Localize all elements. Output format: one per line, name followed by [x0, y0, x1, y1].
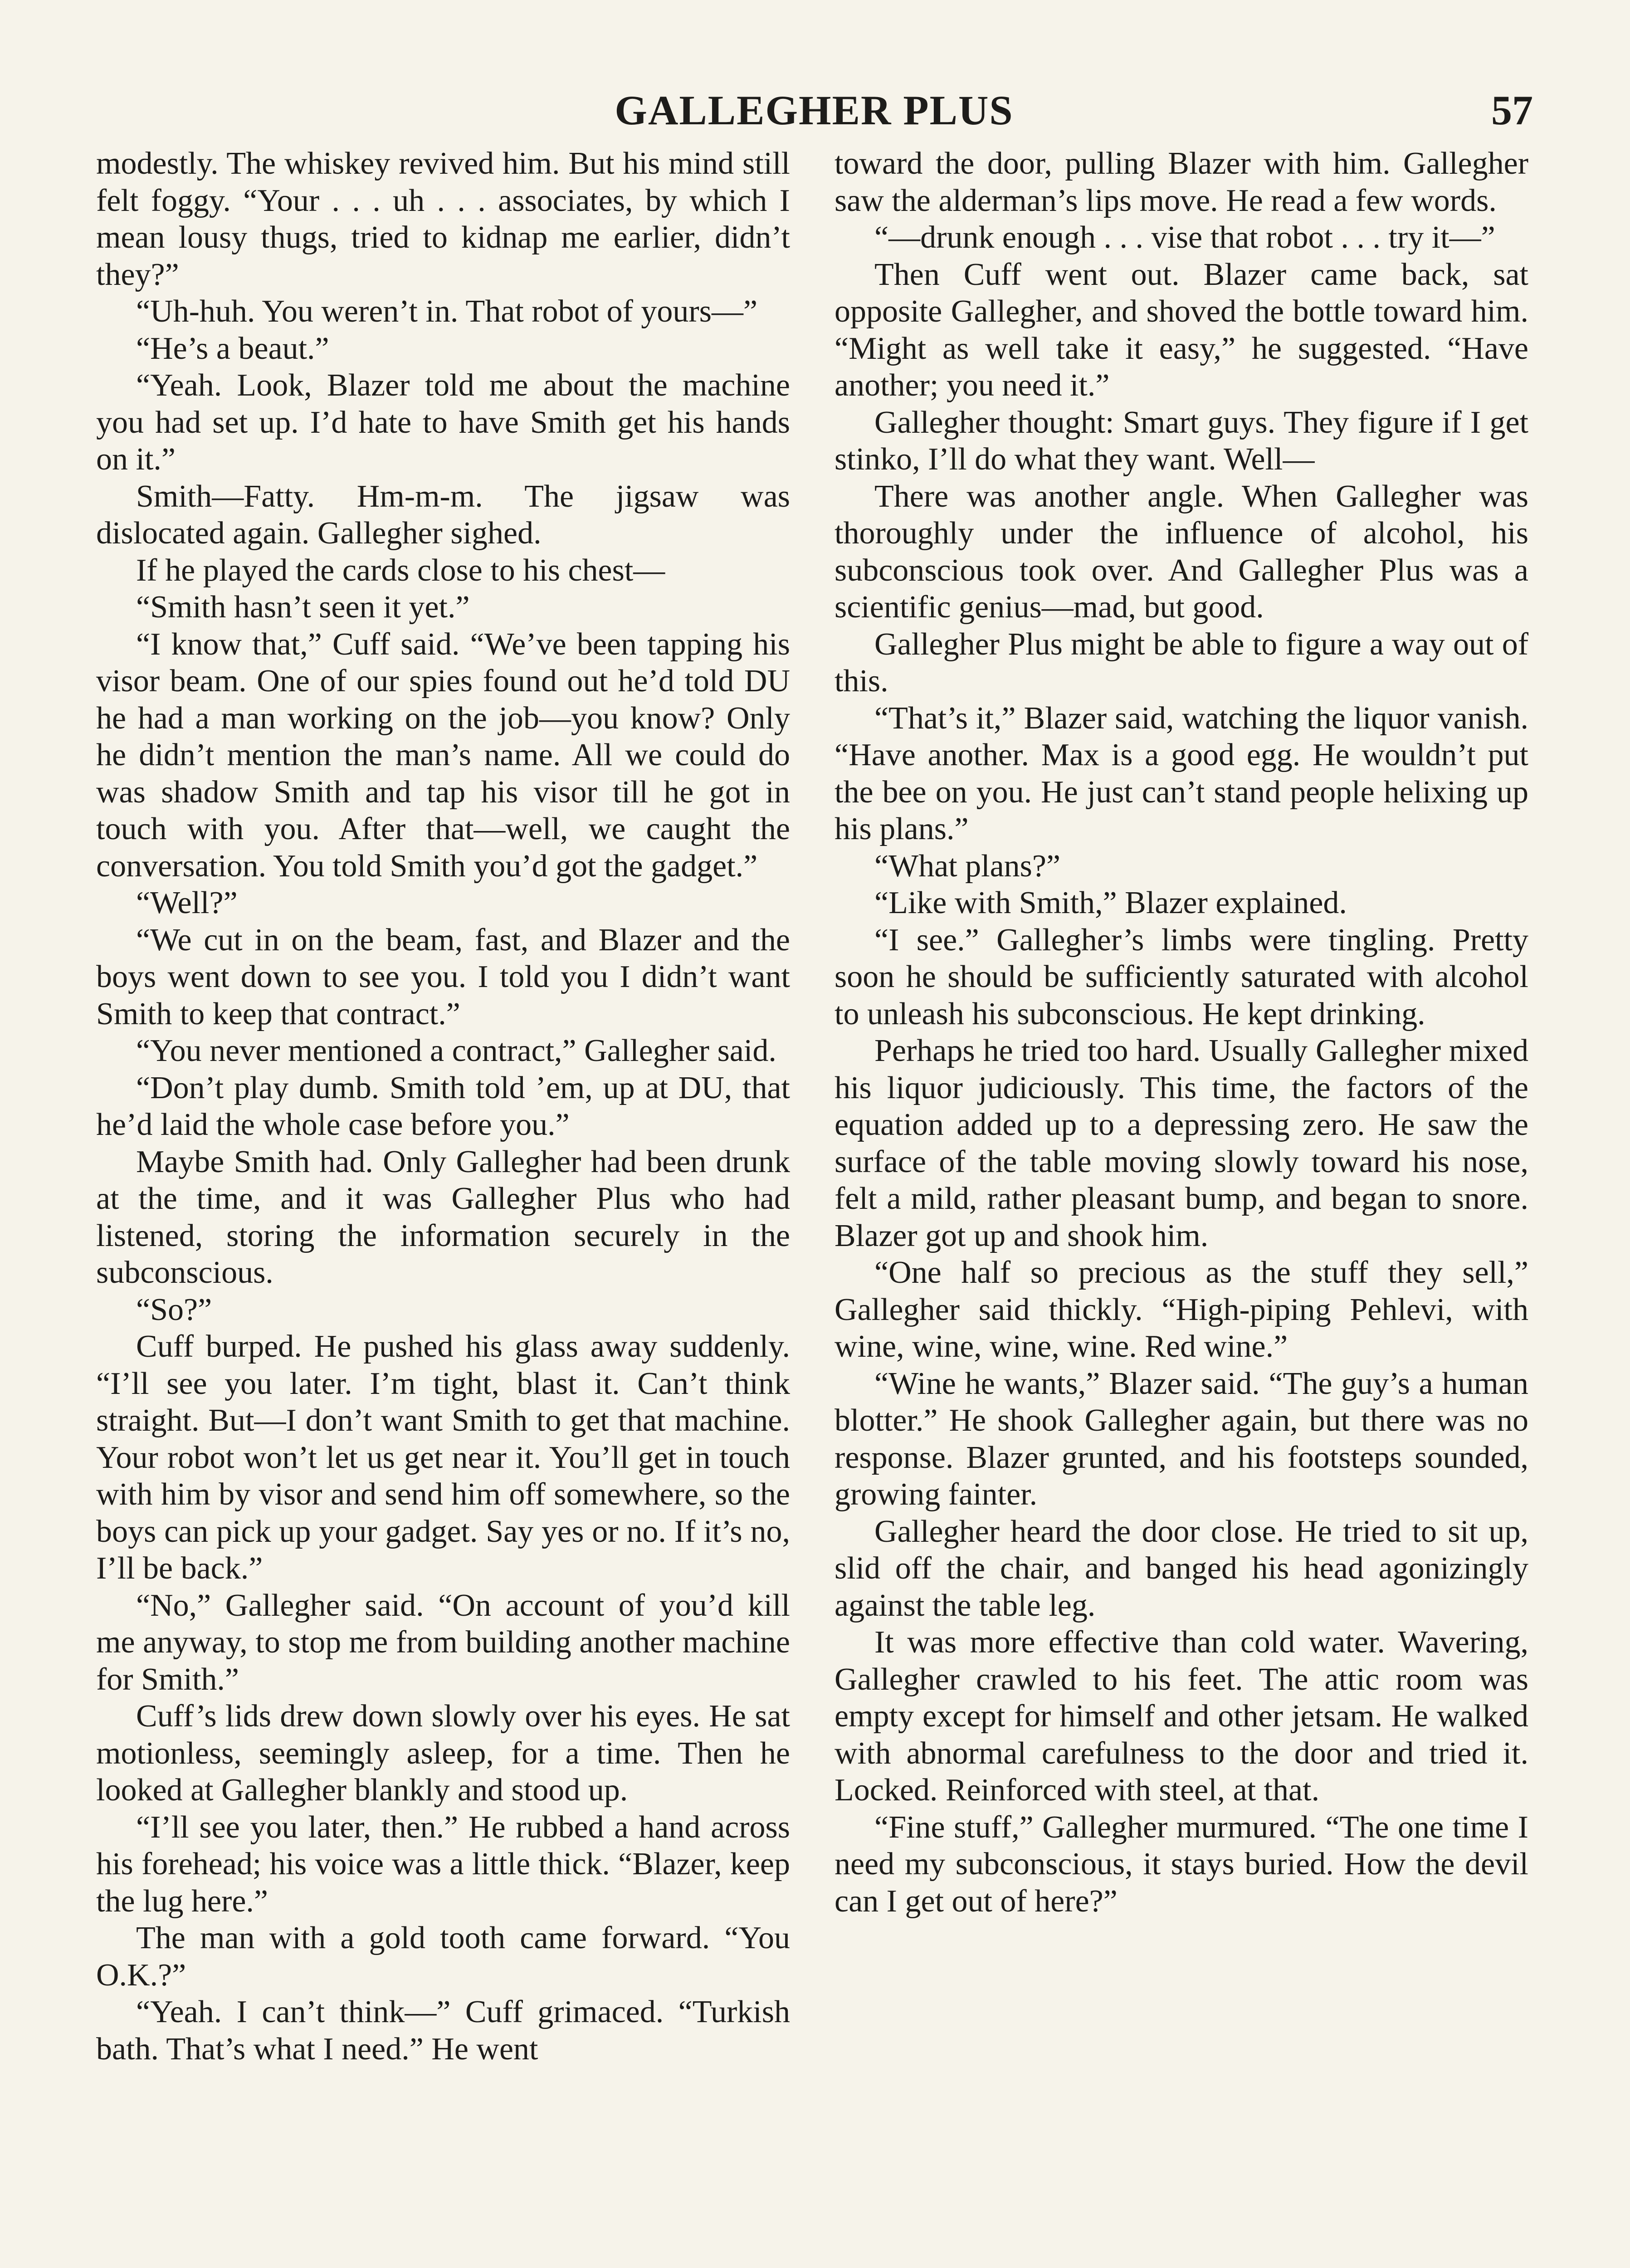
- paragraph: “Smith hasn’t seen it yet.”: [136, 590, 470, 625]
- paragraph: Then Cuff went out. Blazer came back, sat opposite Gallegher, and shoved the bottle toward him. “Might as well take it easy,” he suggested. “Have another; you need it.”: [835, 257, 1528, 403]
- paragraph: “Fine stuff,” Gallegher murmured. “The one time I need my subconscious, it stays buried. How the devil can I get out of here?”: [835, 1809, 1528, 1919]
- paragraph: Cuff burped. He pushed his glass away suddenly. “I’ll see you later. I’m tight, blast it. Can’t think straight. But—I don’t want Smith to get that machine. Your robot won’t let us get near it. You’ll get in touch with him by visor and send him off somewhere, so the boys can pick up your gadget. Say yes or no. If it’s no, I’ll be back.”: [96, 1329, 790, 1586]
- paragraph: Maybe Smith had. Only Gallegher had been drunk at the time, and it was Gallegher Plus who had listened, storing the information securely in the subconscious.: [96, 1144, 790, 1290]
- running-title: GALLEGHER PLUS: [615, 87, 1014, 133]
- paragraph: Gallegher Plus might be able to figure a way out of this.: [835, 626, 1528, 699]
- paragraph: There was another angle. When Gallegher was thoroughly under the influence of alcohol, his subconscious took over. And Gallegher Plus was a scientific genius—mad, but good.: [835, 479, 1528, 625]
- paragraph: “I know that,” Cuff said. “We’ve been tapping his visor beam. One of our spies found out he’d told DU he had a man working on the job—you know? Only he didn’t mention the man’s name. All we could do was shadow Smith and tap his visor till he got in touch with you. After that—well, we caught the conversation. You told Smith you’d got the gadget.”: [96, 626, 790, 884]
- paragraph: Perhaps he tried too hard. Usually Gallegher mixed his liquor judiciously. This time, the factors of the equation added up to a depressing zero. He saw the surface of the table moving slowly toward his nose, felt a mild, rather pleasant bump, and began to snore. Blazer got up and shook him.: [835, 1033, 1528, 1253]
- paragraph: “I see.” Gallegher’s limbs were tingling. Pretty soon he should be sufficiently saturated with alcohol to unleash his subconscious. He kept drinking.: [835, 922, 1528, 1031]
- paragraph: “He’s a beaut.”: [136, 331, 329, 366]
- right-column: [835, 145, 1528, 1920]
- paragraph: “So?”: [136, 1292, 212, 1327]
- paragraph: “You never mentioned a contract,” Gallegher said.: [136, 1033, 776, 1068]
- paragraph: “That’s it,” Blazer said, watching the liquor vanish. “Have another. Max is a good egg. He wouldn’t put the bee on you. He just can’t stand people helixing up his plans.”: [835, 700, 1528, 846]
- paragraph: “—drunk enough . . . vise that robot . . . try it—”: [874, 220, 1495, 255]
- paragraph: Gallegher heard the door close. He tried to sit up, slid off the chair, and banged his head agonizingly against the table leg.: [835, 1514, 1528, 1623]
- paragraph: “Yeah. Look, Blazer told me about the machine you had set up. I’d hate to have Smith get his hands on it.”: [96, 368, 790, 477]
- paragraph: toward the door, pulling Blazer with him. Gallegher saw the alderman’s lips move. He read a few words.: [835, 146, 1528, 218]
- paragraph: Cuff’s lids drew down slowly over his eyes. He sat motionless, seemingly asleep, for a time. Then he looked at Gallegher blankly and stood up.: [96, 1699, 790, 1808]
- paragraph: “Wine he wants,” Blazer said. “The guy’s a human blotter.” He shook Gallegher again, but there was no response. Blazer grunted, and his footsteps sounded, growing fainter.: [835, 1366, 1528, 1512]
- paragraph: “Like with Smith,” Blazer explained.: [874, 885, 1347, 920]
- left-column: [96, 145, 790, 2068]
- paragraph: “No,” Gallegher said. “On account of you’d kill me anyway, to stop me from building another machine for Smith.”: [96, 1588, 790, 1697]
- page-header: [95, 86, 1533, 136]
- paragraph: “What plans?”: [874, 848, 1061, 884]
- paragraph: “Well?”: [136, 885, 238, 920]
- paragraph: The man with a gold tooth came forward. “You O.K.?”: [96, 1921, 790, 1993]
- paragraph: If he played the cards close to his chest—: [136, 552, 665, 588]
- paragraph: Gallegher thought: Smart guys. They figure if I get stinko, I’ll do what they want. Well—: [835, 405, 1528, 477]
- paragraph: Smith—Fatty. Hm-m-m. The jigsaw was dislocated again. Gallegher sighed.: [96, 479, 790, 551]
- paragraph: “We cut in on the beam, fast, and Blazer and the boys went down to see you. I told you I didn’t want Smith to keep that contract.”: [96, 922, 790, 1031]
- paragraph: modestly. The whiskey revived him. But his mind still felt foggy. “Your . . . uh . . . associates, by which I mean lousy thugs, tried to kidnap me earlier, didn’t they?”: [96, 146, 790, 292]
- paragraph: “Yeah. I can’t think—” Cuff grimaced. “Turkish bath. That’s what I need.” He went: [96, 1994, 790, 2067]
- paragraph: “I’ll see you later, then.” He rubbed a hand across his forehead; his voice was a little thick. “Blazer, keep the lug here.”: [96, 1809, 790, 1919]
- paragraph: “Don’t play dumb. Smith told ’em, up at DU, that he’d laid the whole case before you.”: [96, 1070, 790, 1142]
- paragraph: “Uh-huh. You weren’t in. That robot of yours—”: [136, 294, 758, 329]
- page-number: 57: [1491, 87, 1533, 133]
- paragraph: It was more effective than cold water. Wavering, Gallegher crawled to his feet. The attic room was empty except for himself and other jetsam. He walked with abnormal carefulness to the door and tried it. Locked. Reinforced with steel, at that.: [835, 1625, 1528, 1808]
- paragraph: “One half so precious as the stuff they sell,” Gallegher said thickly. “High-piping Pehlevi, with wine, wine, wine, wine. Red wine.”: [835, 1255, 1528, 1364]
